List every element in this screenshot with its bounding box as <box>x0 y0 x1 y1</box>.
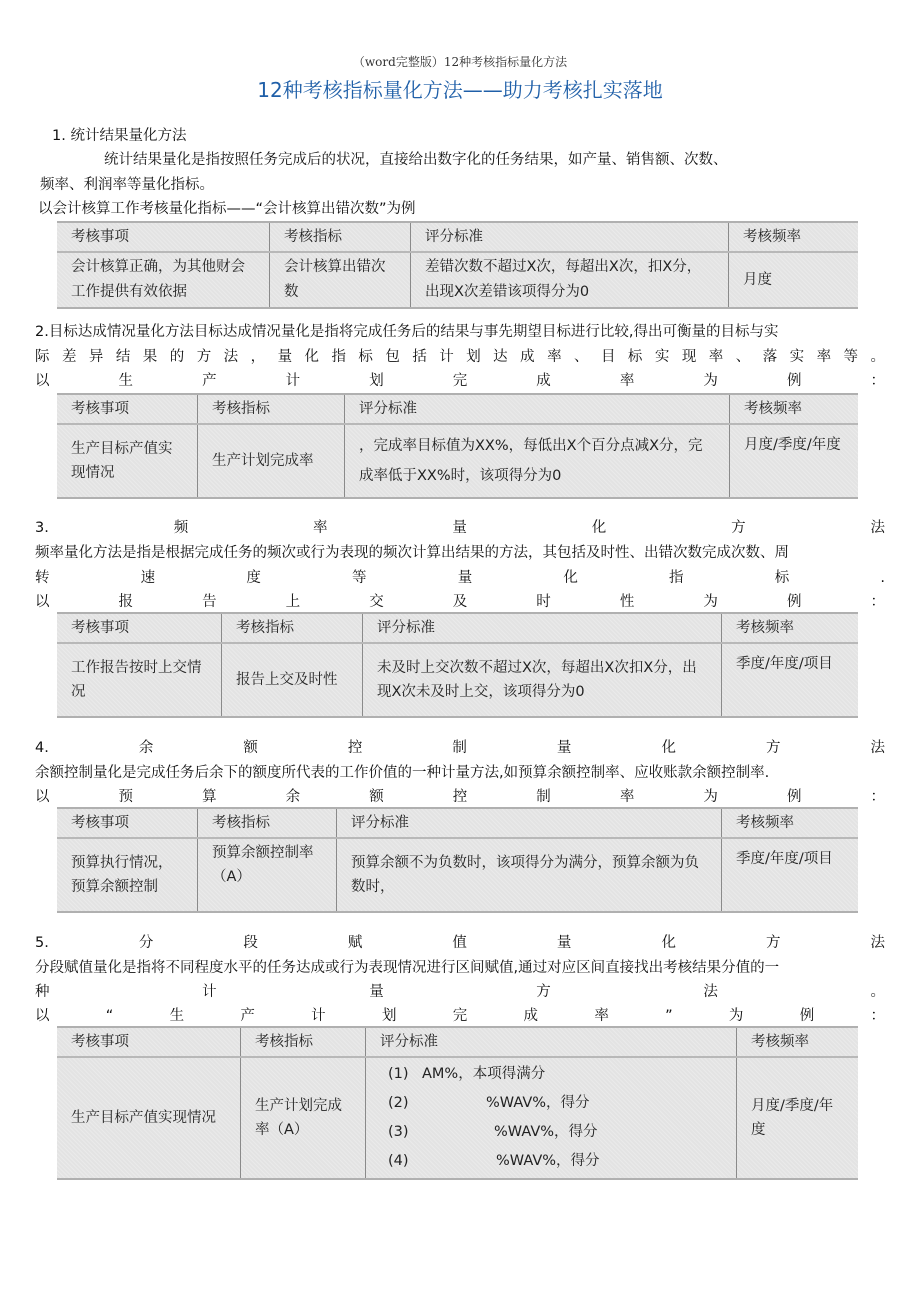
table-2 <box>57 393 858 499</box>
table-5 <box>57 1026 858 1180</box>
col-header: 考核事项 <box>57 613 222 643</box>
cell: 生产计划完成率 <box>198 424 345 498</box>
section-4-text: 余额控制量化是完成任务后余下的额度所代表的工作价值的一种计量方法,如预算余额控制率、应收账款余额控制率. <box>35 765 770 781</box>
col-header: 考核指标 <box>222 613 363 643</box>
cell: 生产计划完成率（A） <box>241 1057 366 1179</box>
cell: 月度/季度/年度 <box>737 1057 859 1179</box>
cell: 月度/季度/年度 <box>730 424 859 498</box>
page-header: （word完整版）12种考核指标量化方法 <box>352 55 568 69</box>
section-5-text-cont: 种计量方法。 <box>35 984 885 1000</box>
table-3 <box>57 612 858 718</box>
section-5-example: 以“生产计划完成率”为例： <box>35 1008 885 1024</box>
criterion: (4) %WAV%，得分 <box>388 1153 600 1169</box>
col-header: 考核事项 <box>57 1027 241 1057</box>
cell: 报告上交及时性 <box>222 643 363 717</box>
section-3-text-cont: 转速度等量化指标. <box>35 570 885 586</box>
col-header: 评分标准 <box>337 808 722 838</box>
table-4 <box>57 807 858 913</box>
cell: 季度/年度/项目 <box>722 838 859 912</box>
cell: ，完成率目标值为XX%，每低出X个百分点减X分，完成率低于XX%时，该项得分为0 <box>345 424 730 498</box>
cell: 工作报告按时上交情况 <box>57 643 222 717</box>
col-header: 考核事项 <box>57 394 198 424</box>
col-header: 考核频率 <box>722 613 859 643</box>
section-3-example: 以报告上交及时性为例： <box>35 594 885 610</box>
col-header: 考核事项 <box>57 808 198 838</box>
cell: 预算余额不为负数时，该项得分为满分，预算余额为负数时， <box>337 838 722 912</box>
col-header: 考核指标 <box>198 394 345 424</box>
table-1 <box>57 221 858 309</box>
cell: 预算执行情况，预算余额控制 <box>57 838 198 912</box>
section-1-example: 以会计核算工作考核量化指标——“会计核算出错次数”为例 <box>38 201 416 217</box>
cell: 月度 <box>729 252 859 308</box>
col-header: 考核频率 <box>737 1027 859 1057</box>
section-5-text: 分段赋值量化是指将不同程度水平的任务达成或行为表现情况进行区间赋值,通过对应区间直接找出考核结果分值的一 <box>35 960 780 976</box>
section-1-para: 统计结果量化是指按照任务完成后的状况，直接给出数字化的任务结果，如产量、销售额、次数、 <box>104 152 728 168</box>
col-header: 评分标准 <box>366 1027 737 1057</box>
col-header: 评分标准 <box>363 613 722 643</box>
section-3-text: 频率量化方法是指是根据完成任务的频次或行为表现的频次计算出结果的方法，其包括及时性、出错次数完成次数、周 <box>35 545 789 561</box>
col-header: 评分标准 <box>411 222 729 252</box>
criteria-cell <box>366 1057 737 1179</box>
section-4-heading: 4.余额控制量化方法 <box>35 740 885 756</box>
section-3-heading: 3.频率量化方法 <box>35 520 885 536</box>
col-header: 考核指标 <box>270 222 411 252</box>
cell: 差错次数不超过X次，每超出X次，扣X分，出现X次差错该项得分为0 <box>411 252 729 308</box>
section-2-text-cont: 际差异结果的方法，量化指标包括计划达成率、目标实现率、落实率等。 <box>35 349 885 365</box>
col-header: 考核指标 <box>241 1027 366 1057</box>
col-header: 评分标准 <box>345 394 730 424</box>
col-header: 考核频率 <box>722 808 859 838</box>
col-header: 考核事项 <box>57 222 270 252</box>
criterion: (3) %WAV%，得分 <box>388 1124 598 1140</box>
col-header: 考核指标 <box>198 808 337 838</box>
col-header: 考核频率 <box>730 394 859 424</box>
section-2-text: 2.目标达成情况量化方法目标达成情况量化是指将完成任务后的结果与事先期望目标进行比较,得出可衡量的目标与实 <box>35 324 779 340</box>
criterion: (1) AM%，本项得满分 <box>388 1066 546 1082</box>
cell: 预算余额控制率（A） <box>198 838 337 912</box>
criterion: (2) %WAV%，得分 <box>388 1095 590 1111</box>
section-1-heading: 1. 统计结果量化方法 <box>52 128 187 144</box>
section-1-para-cont: 频率、利润率等量化指标。 <box>40 177 214 193</box>
cell: 会计核算出错次数 <box>270 252 411 308</box>
cell: 会计核算正确，为其他财会工作提供有效依据 <box>57 252 270 308</box>
document-title: 12种考核指标量化方法——助力考核扎实落地 <box>257 78 663 102</box>
cell: 生产目标产值实现情况 <box>57 1057 241 1179</box>
section-5-heading: 5.分段赋值量化方法 <box>35 935 885 951</box>
cell: 未及时上交次数不超过X次，每超出X次扣X分，出现X次未及时上交，该项得分为0 <box>363 643 722 717</box>
section-4-example: 以预算余额控制率为例： <box>35 789 885 805</box>
col-header: 考核频率 <box>729 222 859 252</box>
cell: 生产目标产值实现情况 <box>57 424 198 498</box>
section-2-example: 以生产计划完成率为例： <box>35 373 885 389</box>
cell: 季度/年度/项目 <box>722 643 859 717</box>
